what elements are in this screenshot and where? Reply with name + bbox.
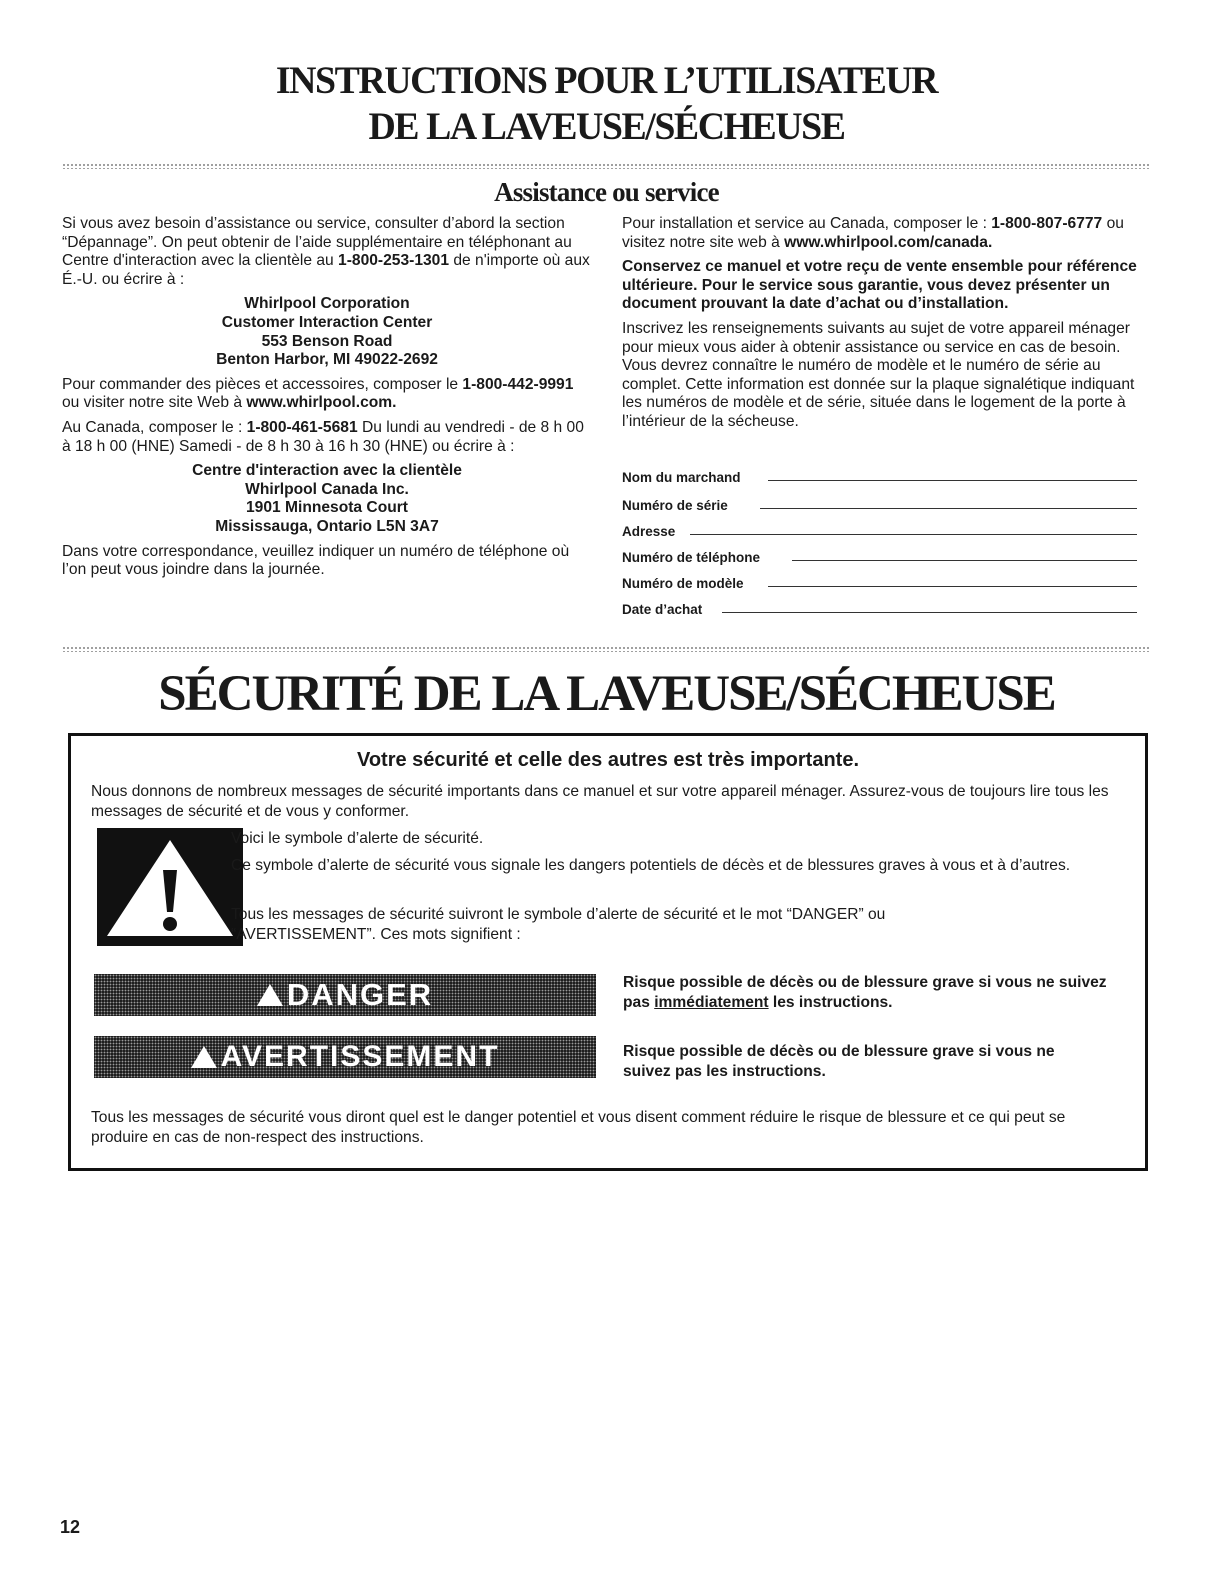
- symbol-text-1: Voici le symbole d’alerte de sécurité.: [231, 830, 484, 847]
- keep-manual-notice: Conservez ce manuel et votre reçu de vente ensemble pour référence ultérieure. Pour le service sous garantie, vous devez présenter un document prouvant la date d’achat ou d’installation.: [622, 258, 1137, 313]
- text: Au Canada, composer le :: [62, 418, 247, 436]
- safety-box: [68, 733, 1148, 1171]
- parts-paragraph: [62, 376, 592, 413]
- website-link[interactable]: www.whirlpool.com.: [246, 394, 397, 412]
- address-line: Mississauga, Ontario L5N 3A7: [215, 517, 439, 535]
- address-line: 553 Benson Road: [261, 332, 393, 350]
- field-label: Adresse: [622, 524, 676, 539]
- field-label: Numéro de série: [622, 498, 728, 513]
- field-label: Numéro de téléphone: [622, 550, 761, 565]
- safety-closing: Tous les messages de sécurité vous diront quel est le danger potentiel et vous disent comment réduire le risque de blessure et ce qui peut se produire en cas de non-respect des instructions.: [91, 1109, 1066, 1146]
- purchase-date-field[interactable]: [622, 602, 1137, 617]
- phone-number: 1-800-253-1301: [338, 252, 450, 270]
- canada-service-paragraph: [622, 215, 1142, 252]
- address-line: Customer Interaction Center: [221, 313, 433, 331]
- symbol-text-2: Ce symbole d’alerte de sécurité vous signale les dangers potentiels de décès et de blessures graves à vous et à d’autres.: [231, 857, 1071, 874]
- fill-line: [768, 480, 1137, 481]
- address-line: 1901 Minnesota Court: [245, 499, 409, 517]
- page-number: 12: [60, 1517, 81, 1537]
- phone-number: 1-800-807-6777: [991, 215, 1103, 232]
- text: Risque possible de décès ou de blessure grave si vous ne suivez pas: [623, 974, 1107, 1011]
- text: Si vous avez besoin d’assistance ou service, consulter d’abord la section “Dépannage”. On peut obtenir de l’aide supplémentaire en téléphonant au Centre d'interaction avec la clientèle au: [62, 215, 572, 270]
- safety-box-heading: Votre sécurité et celle des autres est très importante.: [356, 749, 860, 771]
- danger-banner: [94, 974, 596, 1016]
- warning-banner: [94, 1036, 596, 1078]
- warning-glyph-icon: [257, 984, 283, 1006]
- fill-line: [760, 508, 1137, 509]
- us-address: [62, 295, 592, 369]
- field-label: Nom du marchand: [622, 470, 741, 485]
- record-fields: [622, 470, 1137, 630]
- dealer-name-field[interactable]: [622, 470, 1137, 485]
- text: les instructions.: [768, 994, 893, 1011]
- warning-glyph-icon: [191, 1046, 217, 1068]
- fill-line: [768, 586, 1137, 587]
- page-title-line2: DE LA LAVEUSE/SÉCHEUSE: [368, 105, 845, 148]
- dotted-divider: [62, 646, 1150, 652]
- text: Pour installation et service au Canada, composer le :: [622, 215, 992, 232]
- page-title-line1: INSTRUCTIONS POUR L’UTILISATEUR: [275, 59, 938, 102]
- field-label: Date d’achat: [622, 602, 703, 617]
- address-line: Benton Harbor, MI 49022-2692: [216, 351, 438, 369]
- field-label: Numéro de modèle: [622, 576, 744, 591]
- address-line: Whirlpool Corporation: [244, 295, 410, 313]
- assistance-left-column: [62, 215, 592, 586]
- model-number-field[interactable]: [622, 576, 1137, 591]
- text: Pour commander des pièces et accessoires, composer le: [62, 375, 463, 393]
- canada-address: [62, 462, 592, 536]
- dotted-divider: [62, 163, 1150, 169]
- danger-description: [623, 973, 1133, 1013]
- record-info-paragraph: Inscrivez les renseignements suivants au sujet de votre appareil ménager pour mieux vous aider à obtenir assistance ou service en cas de besoin. Vous devrez connaître le numéro de modèle et le numéro de série au complet. Cette information est donnée sur la plaque signalétique indiquant les numéros de modèle et de série, située dans le logement de la porte à l’intérieur de la sécheuse.: [622, 319, 1135, 430]
- assistance-right-column: [622, 215, 1142, 438]
- phone-number-field[interactable]: [622, 550, 1137, 565]
- phone-number: 1-800-461-5681: [246, 418, 358, 436]
- text: ou visitez notre site web à: [622, 215, 1124, 251]
- website-link[interactable]: www.whirlpool.com/canada.: [784, 233, 993, 251]
- address-line: Whirlpool Canada Inc.: [245, 480, 409, 498]
- canada-paragraph: [62, 419, 592, 456]
- assistance-paragraph: [62, 215, 592, 289]
- phone-number: 1-800-442-9991: [462, 375, 574, 393]
- safety-intro: Nous donnons de nombreux messages de sécurité importants dans ce manuel et sur votre appareil ménager. Assurez-vous de toujours lire tous les messages de sécurité et de vous y conformer.: [91, 783, 1109, 820]
- fill-line: [792, 560, 1137, 561]
- fill-line: [690, 534, 1137, 535]
- text: Du lundi au vendredi - de 8 h 00 à 18 h 00 (HNE) Samedi - de 8 h 30 à 16 h 30 (HNE) ou écrire à :: [62, 418, 584, 455]
- address-line: Centre d'interaction avec la clientèle: [192, 462, 462, 480]
- safety-title: SÉCURITÉ DE LA LAVEUSE/SÉCHEUSE: [158, 666, 1055, 722]
- warning-label: AVERTISSEMENT: [220, 1040, 500, 1073]
- symbol-text-3: Tous les messages de sécurité suivront le symbole d’alerte de sécurité et le mot “DANGER” ou “AVERTISSEMENT”. Ces mots signifient :: [231, 906, 886, 943]
- serial-number-field[interactable]: [622, 498, 1137, 513]
- fill-line: [722, 612, 1137, 613]
- warning-triangle-icon: [97, 828, 243, 946]
- assistance-heading: Assistance ou service: [494, 177, 719, 207]
- page-title: [18, 58, 1195, 150]
- emphasis-text: immédiatement: [654, 994, 769, 1011]
- text: ou visiter notre site Web à: [62, 394, 247, 412]
- address-field[interactable]: [622, 524, 1137, 539]
- danger-label: DANGER: [286, 977, 434, 1012]
- text: de n'importe où aux É.-U. ou écrire à :: [62, 252, 590, 288]
- warning-description: Risque possible de décès ou de blessure grave si vous ne suivez pas les instructions.: [623, 1043, 1055, 1080]
- correspondence-paragraph: Dans votre correspondance, veuillez indiquer un numéro de téléphone où l’on peut vous joindre dans la journée.: [62, 542, 570, 579]
